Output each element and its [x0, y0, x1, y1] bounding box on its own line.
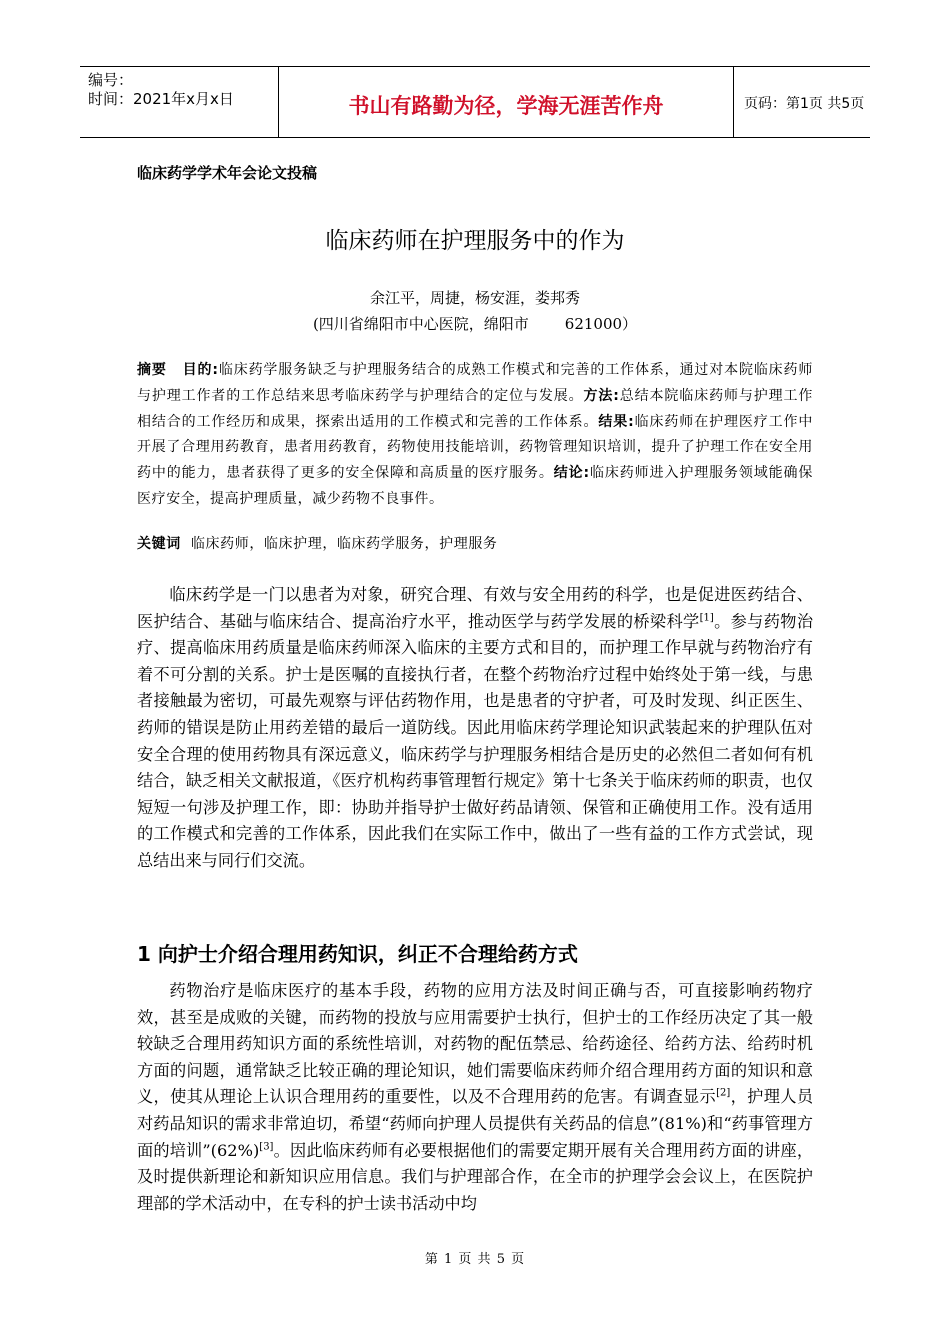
citation-ref: [1]	[699, 612, 714, 624]
keywords	[137, 533, 813, 553]
abstract-result-label: 结果:	[598, 413, 635, 430]
paper-authors: 余江平，周捷，杨安涯，娄邦秀	[369, 289, 580, 307]
page-footer: 第 1 页 共 5 页	[424, 1252, 526, 1267]
body-paragraph-section1	[137, 978, 813, 1217]
paper-title: 临床药师在护理服务中的作为	[325, 228, 625, 254]
header-page-info: 页码：第1页 共5页	[744, 96, 865, 112]
abstract-conclusion: 临床药师进入护理服务领域能确保医疗安全，提高护理质量，减少药物不良事件。	[137, 465, 813, 507]
document-date-label: 时间：2021年x月x日	[88, 90, 234, 108]
abstract-label: 摘要	[137, 362, 167, 378]
abstract-conclusion-label: 结论:	[553, 465, 590, 482]
abstract-method: 总结本院临床药师与护理工作相结合的工作经历和成果，探索出适用的工作模式和完善的工作体系。	[137, 387, 813, 430]
paragraph-text: 药物治疗是临床医疗的基本手段，药物的应用方法及时间正确与否，可直接影响药物疗效，甚至是成败的关键，而药物的投放与应用需要护士执行，但护士的工作经历决定了其一般较缺乏合理用药知识方面的系统性培训，对药物的配伍禁忌、给药途径、给药方法、给药时机方面的问题，通常缺乏比较正确的理论知识，她们需要临床药师介绍合理用药方面的知识和意义，使其从理论上认识合理用药的重要性，以及不合理用药的危害。有调查显示	[137, 981, 813, 1107]
body-paragraph-intro	[137, 582, 813, 875]
keywords-label: 关键词	[137, 536, 181, 552]
affiliation-postcode: 621000）	[564, 315, 638, 333]
keywords-text: 临床药师，临床护理，临床药学服务，护理服务	[190, 536, 498, 552]
header-meta-cell	[80, 67, 279, 137]
abstract	[137, 358, 813, 513]
paragraph-text: 临床药学是一门以患者为对象，研究合理、有效与安全用药的科学，也是促进医药结合、医护结合、基础与临床结合、提高治疗水平，推动医学与药学发展的桥梁科学	[137, 585, 813, 631]
header-slogan: 书山有路勤为径，学海无涯苦作舟	[348, 94, 664, 118]
submission-note: 临床药学学术年会论文投稿	[137, 164, 318, 182]
header-slogan-cell	[279, 67, 734, 137]
affiliation-org: (四川省绵阳市中心医院，绵阳市	[312, 315, 529, 333]
paragraph-text: ，护理人员对药品知识的需求非常迫切，希望“药师向护理人员提供有关药品的信息”(81%)和“药事管理方面的培训”(62%)	[137, 1087, 814, 1160]
paragraph-text: 。因此临床药师有必要根据他们的需要定期开展有关合理用药方面的讲座，及时提供新理论和新知识应用信息。我们与护理部合作，在全市的护理学会会议上，在医院护理部的学术活动中，在专科的护士读书活动中均	[137, 1140, 814, 1213]
abstract-method-label: 方法:	[583, 387, 620, 404]
paragraph-text: 。参与药物治疗、提高临床用药质量是临床药师深入临床的主要方式和目的，而护理工作早就与药物治疗有着不可分割的关系。护士是医嘱的直接执行者，在整个药物治疗过程中始终处于第一线，与患者接触最为密切，可最先观察与评估药物作用，也是患者的守护者，可及时发现、纠正医生、药师的错误是防止用药差错的最后一道防线。因此用临床药学理论知识武装起来的护理队伍对安全合理的使用药物具有深远意义，临床药学与护理服务相结合是历史的必然但二者如何有机结合，缺乏相关文献报道，《医疗机构药事管理暂行规定》第十七条关于临床药师的职责，也仅短短一句涉及护理工作，即：协助并指导护士做好药品请领、保管和正确使用工作。没有适用的工作模式和完善的工作体系，因此我们在实际工作中，做出了一些有益的工作方式尝试，现总结出来与同行们交流。	[137, 611, 814, 870]
citation-ref: [2]	[716, 1087, 731, 1099]
abstract-result: 临床药师在护理医疗工作中开展了合理用药教育，患者用药教育，药物使用技能培训，药物管理知识培训，提升了护理工作在安全用药中的能力，患者获得了更多的安全保障和高质量的医疗服务。	[137, 413, 813, 482]
abstract-objective-label: 目的:	[182, 362, 219, 378]
header-table	[80, 66, 870, 138]
abstract-objective: 临床药学服务缺乏与护理服务结合的成熟工作模式和完善的工作体系，通过对本院临床药师与护理工作者的工作总结来思考临床药学与护理结合的定位与发展。	[137, 362, 814, 404]
section-heading-1: 1 向护士介绍合理用药知识，纠正不合理给药方式	[137, 942, 578, 966]
header-page-cell	[734, 67, 870, 137]
citation-ref: [3]	[259, 1141, 274, 1153]
paper-affiliation	[0, 313, 950, 334]
document-number-label: 编号：	[88, 71, 134, 89]
